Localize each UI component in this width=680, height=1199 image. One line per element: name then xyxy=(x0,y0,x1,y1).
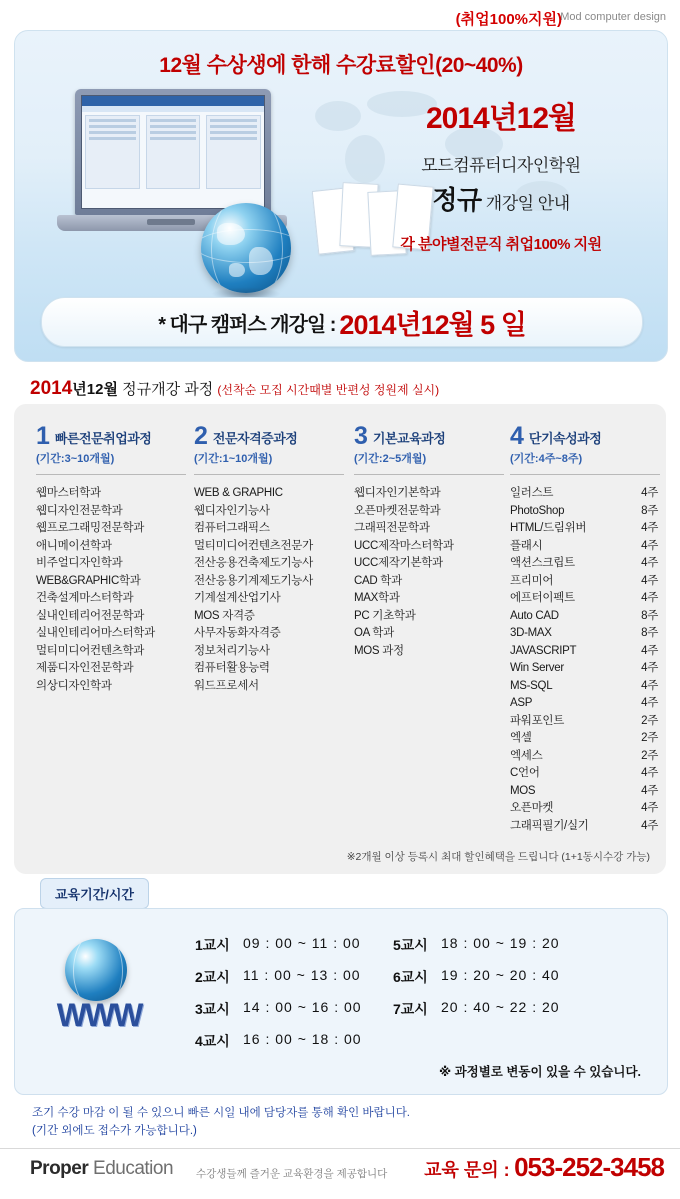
schedule-row xyxy=(195,1031,655,1051)
course-list-4 xyxy=(510,485,660,835)
list-item: MOS 과정 xyxy=(354,644,404,657)
support-text: (취업100%지원) xyxy=(455,11,562,28)
period-time: 18 : 00 ~ 19 : 20 xyxy=(441,935,560,951)
brand-name-primary: Proper xyxy=(30,1158,89,1179)
list-item: OA 학과 xyxy=(354,627,394,639)
course-weeks: 4주 xyxy=(641,539,658,552)
list-item: 워드프로세서 xyxy=(194,679,259,692)
schedule-label: 교육기간/시간 xyxy=(40,878,149,909)
course-weeks: 4주 xyxy=(641,697,658,709)
panel-discount-note: ※2개월 이상 등록시 최대 할인혜택을 드립니다 (1+1동시수강 가능) xyxy=(346,851,650,863)
course-weeks: 4주 xyxy=(641,522,658,534)
hero-headline: 12월 수상생에 한해 수강료할인(20~40%) xyxy=(159,54,523,77)
course-name: C언어 xyxy=(510,767,540,779)
hero-banner xyxy=(14,30,668,362)
section-title xyxy=(30,378,650,400)
list-item xyxy=(510,503,658,521)
list-item xyxy=(510,800,658,818)
list-item: 제품디자인전문학과 xyxy=(36,662,134,674)
list-item: 멀티미디어컨텐츠학과 xyxy=(36,644,145,657)
period-time: 11 : 00 ~ 13 : 00 xyxy=(243,967,361,983)
hero-text-block xyxy=(345,93,657,254)
contact-number[interactable]: 053-252-3458 xyxy=(514,1152,664,1182)
list-item: 웹디자인전문학과 xyxy=(36,504,123,517)
course-name: 엑셀 xyxy=(510,732,532,744)
list-item xyxy=(510,678,658,696)
course-weeks: 8주 xyxy=(641,627,658,639)
course-weeks: 2주 xyxy=(641,732,658,744)
list-item: 멀티미디어컨텐츠전문가 xyxy=(194,539,313,552)
top-line xyxy=(0,8,680,30)
list-item: 실내인테리어마스터학과 xyxy=(36,627,155,639)
list-item xyxy=(510,660,658,678)
course-name: 액션스크립트 xyxy=(510,557,575,569)
course-weeks: 4주 xyxy=(641,679,658,692)
course-weeks: 4주 xyxy=(641,662,658,674)
list-item xyxy=(510,520,658,538)
list-item: 건축설계마스터학과 xyxy=(36,592,134,604)
footnote-line-2: (기간 외에도 접수가 가능합니다.) xyxy=(32,1125,197,1137)
section-year: 2014 xyxy=(30,378,73,399)
list-item: 웹디자인기본학과 xyxy=(354,487,441,499)
brand-logo xyxy=(30,1158,173,1180)
list-item: PC 기초학과 xyxy=(354,609,416,622)
list-item: 웹마스터학과 xyxy=(36,487,101,499)
contact-label: 교육 문의 : xyxy=(424,1160,510,1180)
divider xyxy=(354,474,504,475)
list-item: 전산응용건축제도기능사 xyxy=(194,557,313,569)
course-weeks: 4주 xyxy=(641,644,658,657)
list-item xyxy=(510,555,658,573)
laptop-touchpad-icon xyxy=(147,219,195,225)
list-item xyxy=(510,730,658,748)
column-title: 빠른전문취업과정 xyxy=(54,431,152,446)
period-time: 20 : 40 ~ 22 : 20 xyxy=(441,999,560,1015)
course-name: PhotoShop xyxy=(510,504,565,517)
list-item: 비주얼디자인학과 xyxy=(36,557,123,569)
course-weeks: 4주 xyxy=(641,487,658,499)
column-number: 2 xyxy=(194,422,208,450)
course-name: Auto CAD xyxy=(510,609,559,622)
course-weeks: 4주 xyxy=(641,802,658,814)
course-weeks: 4주 xyxy=(641,784,658,797)
hero-regular-open xyxy=(345,180,657,217)
period-label: 5교시 xyxy=(393,937,428,953)
section-course-word: 정규개강 과정 xyxy=(117,381,218,398)
campus-open-bar xyxy=(41,297,643,347)
period-time: 09 : 00 ~ 11 : 00 xyxy=(243,935,361,951)
list-item: 웹디자인기능사 xyxy=(194,504,270,517)
column-period: (기간:3~10개월) xyxy=(36,453,115,465)
period-time: 19 : 20 ~ 20 : 40 xyxy=(441,967,560,983)
period-label: 7교시 xyxy=(393,1001,428,1017)
footnote-line-1: 조기 수강 마감 이 될 수 있으니 빠른 시일 내에 담당자를 통해 확인 바랍니다. xyxy=(32,1107,410,1119)
column-number: 4 xyxy=(510,422,524,450)
list-item xyxy=(510,485,658,503)
period-label: 2교시 xyxy=(195,969,230,985)
course-name: JAVASCRIPT xyxy=(510,644,577,657)
www-text: WWW xyxy=(56,997,142,1033)
list-item: 실내인테리어전문학과 xyxy=(36,609,145,622)
credit-text: Mod computer design xyxy=(560,11,666,23)
column-title: 전문자격증과정 xyxy=(212,431,298,446)
divider xyxy=(194,474,344,475)
list-item: MAX학과 xyxy=(354,592,400,604)
course-column-4 xyxy=(510,422,660,835)
period-label: 4교시 xyxy=(195,1033,230,1049)
list-item: UCC제작기본학과 xyxy=(354,557,443,569)
course-name: MOS xyxy=(510,784,536,797)
course-name: Win Server xyxy=(510,662,564,674)
column-period: (기간:4주~8주) xyxy=(510,453,583,465)
list-item xyxy=(510,538,658,556)
course-list-1 xyxy=(36,485,186,695)
list-item: CAD 학과 xyxy=(354,574,402,587)
list-item: 전산응용기계제도기능사 xyxy=(194,574,313,587)
list-item: 그래픽전문학과 xyxy=(354,522,430,534)
column-title: 단기속성과정 xyxy=(528,431,602,446)
list-item xyxy=(510,818,658,836)
period-label: 1교시 xyxy=(195,937,230,953)
list-item xyxy=(510,608,658,626)
contact-callout xyxy=(424,1152,664,1183)
schedule-row xyxy=(195,935,655,955)
hero-regular-rest: 개강일 안내 xyxy=(481,194,570,213)
period-label: 3교시 xyxy=(195,1001,230,1017)
list-item xyxy=(510,695,658,713)
divider xyxy=(36,474,186,475)
course-name: ASP xyxy=(510,697,533,709)
schedule-rows xyxy=(195,935,655,1063)
course-list-2 xyxy=(194,485,344,695)
course-column-1 xyxy=(36,422,186,695)
course-weeks: 8주 xyxy=(641,609,658,622)
list-item: 의상디자인학과 xyxy=(36,679,112,692)
list-item xyxy=(510,765,658,783)
list-item: 컴퓨터활용능력 xyxy=(194,662,270,674)
list-item xyxy=(510,643,658,661)
course-weeks: 4주 xyxy=(641,767,658,779)
list-item: 오픈마켓전문학과 xyxy=(354,504,441,517)
list-item: 웹프로그래밍전문학과 xyxy=(36,522,145,534)
list-item: 정보처리기능사 xyxy=(194,644,270,657)
campus-open-date: 2014년12월 5 일 xyxy=(339,309,526,340)
course-name: 에프터이펙트 xyxy=(510,592,575,604)
course-name: 그래픽필기/실기 xyxy=(510,819,589,832)
campus-open-label: * 대구 캠퍼스 개강일 : xyxy=(158,313,336,336)
course-column-2 xyxy=(194,422,344,695)
period-time: 16 : 00 ~ 18 : 00 xyxy=(243,1031,362,1047)
course-name: 오픈마켓 xyxy=(510,802,554,814)
column-title: 기본교육과정 xyxy=(372,431,446,446)
hero-academy-name: 모드컴퓨터디자인학원 xyxy=(421,156,581,175)
schedule-note: ※ 과정별로 변동이 있을 수 있습니다. xyxy=(438,1065,641,1079)
list-item: WEB & GRAPHIC xyxy=(194,487,283,499)
column-number: 1 xyxy=(36,422,50,450)
schedule-box xyxy=(14,908,668,1095)
section-subnote: (선착순 모집 시간때별 반편성 정원제 실시) xyxy=(217,383,440,397)
course-column-3 xyxy=(354,422,504,660)
list-item xyxy=(510,783,658,801)
globe-small-icon xyxy=(65,939,127,1001)
list-item: 컴퓨터그래픽스 xyxy=(194,522,270,534)
period-label: 6교시 xyxy=(393,969,428,985)
list-item: MOS 자격증 xyxy=(194,609,255,622)
list-item xyxy=(510,748,658,766)
list-item: 사무자동화자격증 xyxy=(194,627,281,639)
course-panel xyxy=(14,404,666,874)
globe-icon xyxy=(201,203,291,293)
brand-tagline: 수강생들께 즐거운 교육환경을 제공합니다 xyxy=(196,1168,388,1180)
course-name: 파워포인트 xyxy=(510,714,565,727)
course-weeks: 2주 xyxy=(641,749,658,762)
course-name: 일러스트 xyxy=(510,487,554,499)
column-period: (기간:2~5개월) xyxy=(354,453,427,465)
hero-regular-word: 정규 xyxy=(432,185,482,215)
list-item xyxy=(510,713,658,731)
list-item: WEB&GRAPHIC학과 xyxy=(36,574,141,587)
period-time: 14 : 00 ~ 16 : 00 xyxy=(243,999,362,1015)
course-name: 프리미어 xyxy=(510,574,554,587)
course-weeks: 4주 xyxy=(641,574,658,587)
list-item xyxy=(510,573,658,591)
list-item xyxy=(510,625,658,643)
hero-year-month: 2014년12월 xyxy=(425,102,577,135)
course-weeks: 4주 xyxy=(641,819,658,832)
column-number: 3 xyxy=(354,422,368,450)
course-name: HTML/드림위버 xyxy=(510,522,587,534)
course-name: MS-SQL xyxy=(510,679,553,692)
list-item: 애니메이션학과 xyxy=(36,539,112,552)
course-name: 플래시 xyxy=(510,539,543,552)
course-weeks: 4주 xyxy=(641,592,658,604)
list-item xyxy=(510,590,658,608)
section-month: 년12월 xyxy=(72,381,118,398)
course-list-3 xyxy=(354,485,504,660)
course-name: 3D-MAX xyxy=(510,627,552,639)
list-item: 기계설계산업기사 xyxy=(194,592,281,604)
hero-employment-note: 각 분야별전문직 취업100% 지원 xyxy=(400,236,602,253)
course-weeks: 8주 xyxy=(641,504,658,517)
brand-name-secondary: Education xyxy=(88,1158,174,1179)
schedule-row xyxy=(195,967,655,987)
course-name: 엑세스 xyxy=(510,749,543,762)
course-weeks: 2주 xyxy=(641,714,658,727)
schedule-row xyxy=(195,999,655,1019)
column-period: (기간:1~10개월) xyxy=(194,453,273,465)
footer-divider xyxy=(0,1148,680,1149)
laptop-screen-icon xyxy=(75,89,271,215)
list-item: UCC제작마스터학과 xyxy=(354,539,454,552)
divider xyxy=(510,474,660,475)
course-weeks: 4주 xyxy=(641,557,658,569)
